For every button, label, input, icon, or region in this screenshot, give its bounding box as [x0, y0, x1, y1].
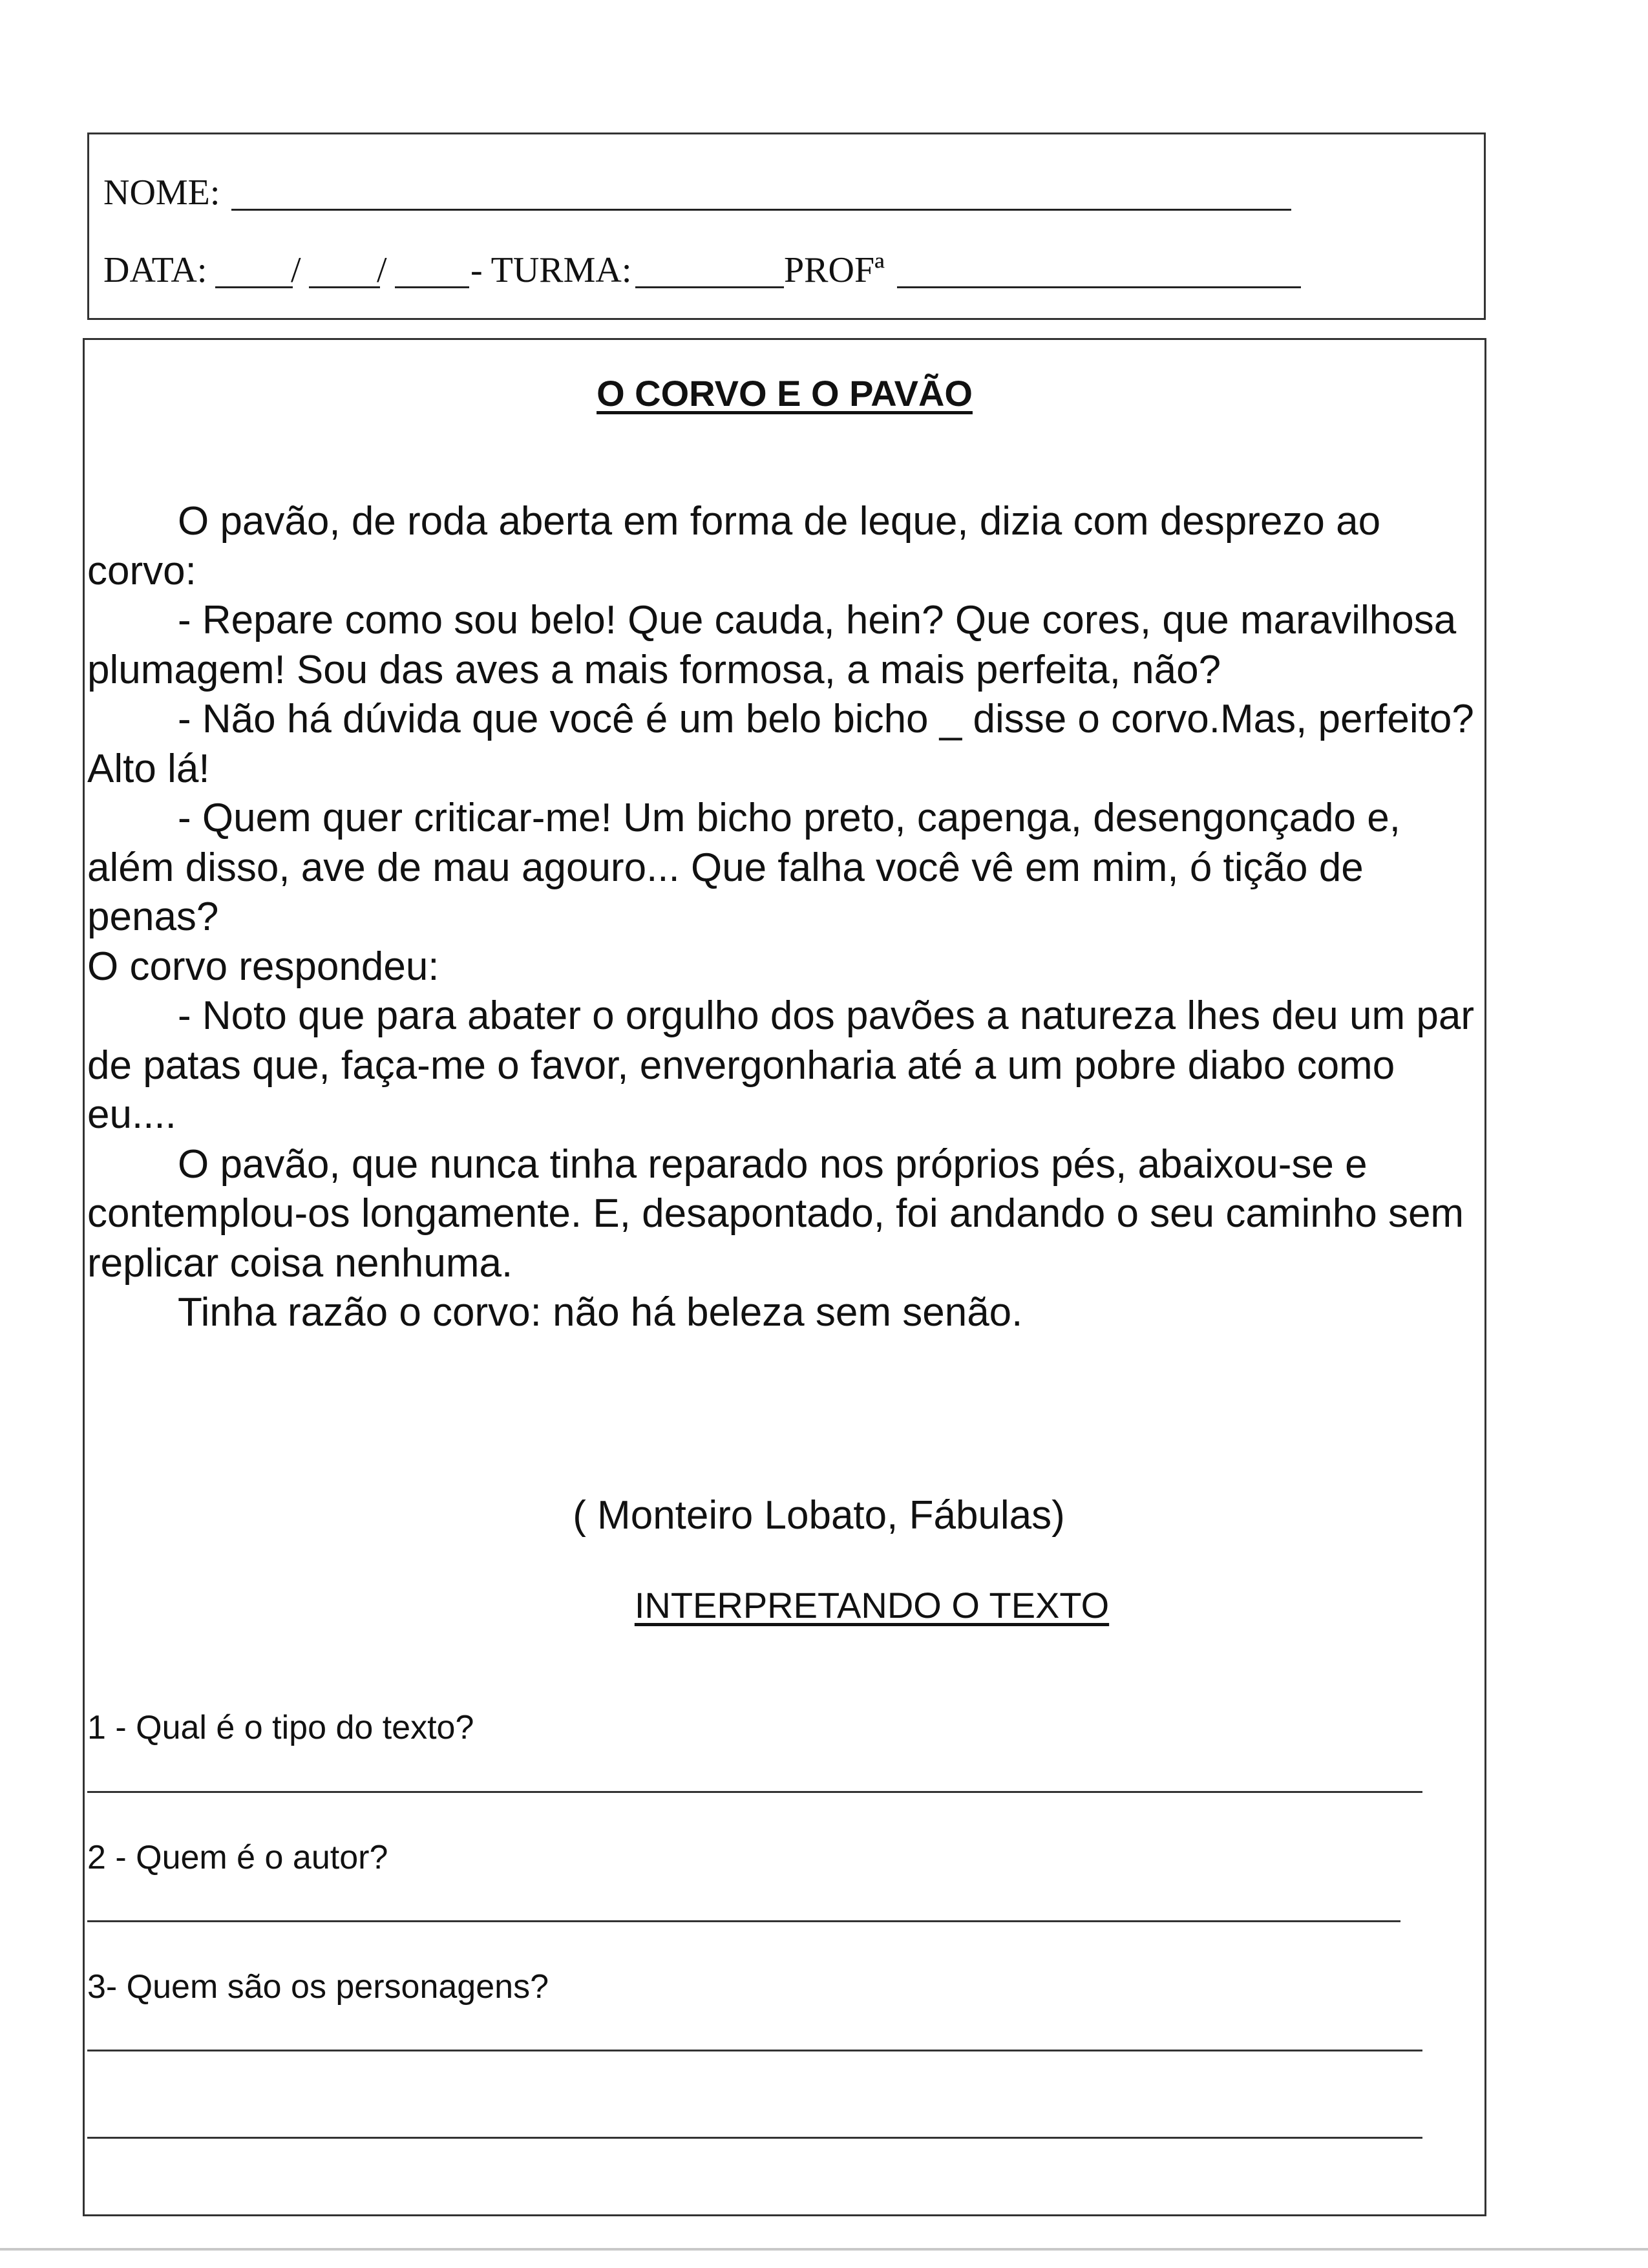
page-edge [0, 2248, 1648, 2251]
teacher-field[interactable] [897, 286, 1301, 288]
answer-line-2[interactable] [87, 1920, 1400, 1922]
story-text [87, 497, 1484, 1338]
question-2: 2 - Quem é o autor? [87, 1839, 388, 1876]
date-separator: / [377, 250, 387, 290]
question-3: 3- Quem são os personagens? [87, 1968, 549, 2006]
exercise-title: INTERPRETANDO O TEXTO [634, 1585, 1110, 1626]
answer-line-3b[interactable] [87, 2137, 1422, 2139]
class-field[interactable] [635, 286, 784, 288]
story-paragraph: - Não há dúvida que você é um belo bicho _ disse o corvo.Mas, perfeito? Alto lá! [87, 697, 1474, 791]
teacher-label: PROFª [784, 250, 885, 290]
story-source: ( Monteiro Lobato, Fábulas) [573, 1493, 1065, 1538]
story-paragraph: Tinha razão o corvo: não há beleza sem senão. [178, 1290, 1023, 1335]
story-paragraph: O pavão, de roda aberta em forma de leque, dizia com desprezo ao corvo: [87, 499, 1381, 593]
story-paragraph: - Repare como sou belo! Que cauda, hein? Que cores, que maravilhosa plumagem! Sou das aves a mais formosa, a mais perfeita, não? [87, 598, 1457, 692]
name-field[interactable] [231, 209, 1291, 211]
story-title: O CORVO E O PAVÃO [597, 373, 973, 414]
name-label: NOME: [103, 173, 220, 213]
student-info-box [87, 132, 1486, 320]
answer-line-3a[interactable] [87, 2050, 1422, 2051]
story-paragraph: O pavão, que nunca tinha reparado nos próprios pés, abaixou-se e contemplou-os longamente. E, desapontado, foi andando o seu caminho sem replicar coisa nenhuma. [87, 1141, 1464, 1286]
question-1: 1 - Qual é o tipo do texto? [87, 1709, 474, 1746]
date-separator: / [291, 250, 301, 290]
worksheet-body [83, 338, 1486, 2216]
date-label: DATA: [103, 250, 207, 290]
date-month-field[interactable] [309, 286, 380, 288]
story-paragraph: - Quem quer criticar-me! Um bicho preto, capenga, desengonçado e, além disso, ave de mau agouro... Que falha você vê em mim, ó tição de penas? [87, 796, 1400, 939]
date-year-field[interactable] [395, 286, 469, 288]
story-paragraph: O corvo respondeu: [87, 944, 439, 989]
date-day-field[interactable] [215, 286, 293, 288]
story-paragraph: - Noto que para abater o orgulho dos pavões a natureza lhes deu um par de patas que, faça-me o favor, envergonharia até a um pobre diabo como eu.... [87, 993, 1474, 1137]
answer-line-1[interactable] [87, 1791, 1422, 1793]
class-label: - TURMA: [470, 250, 632, 290]
